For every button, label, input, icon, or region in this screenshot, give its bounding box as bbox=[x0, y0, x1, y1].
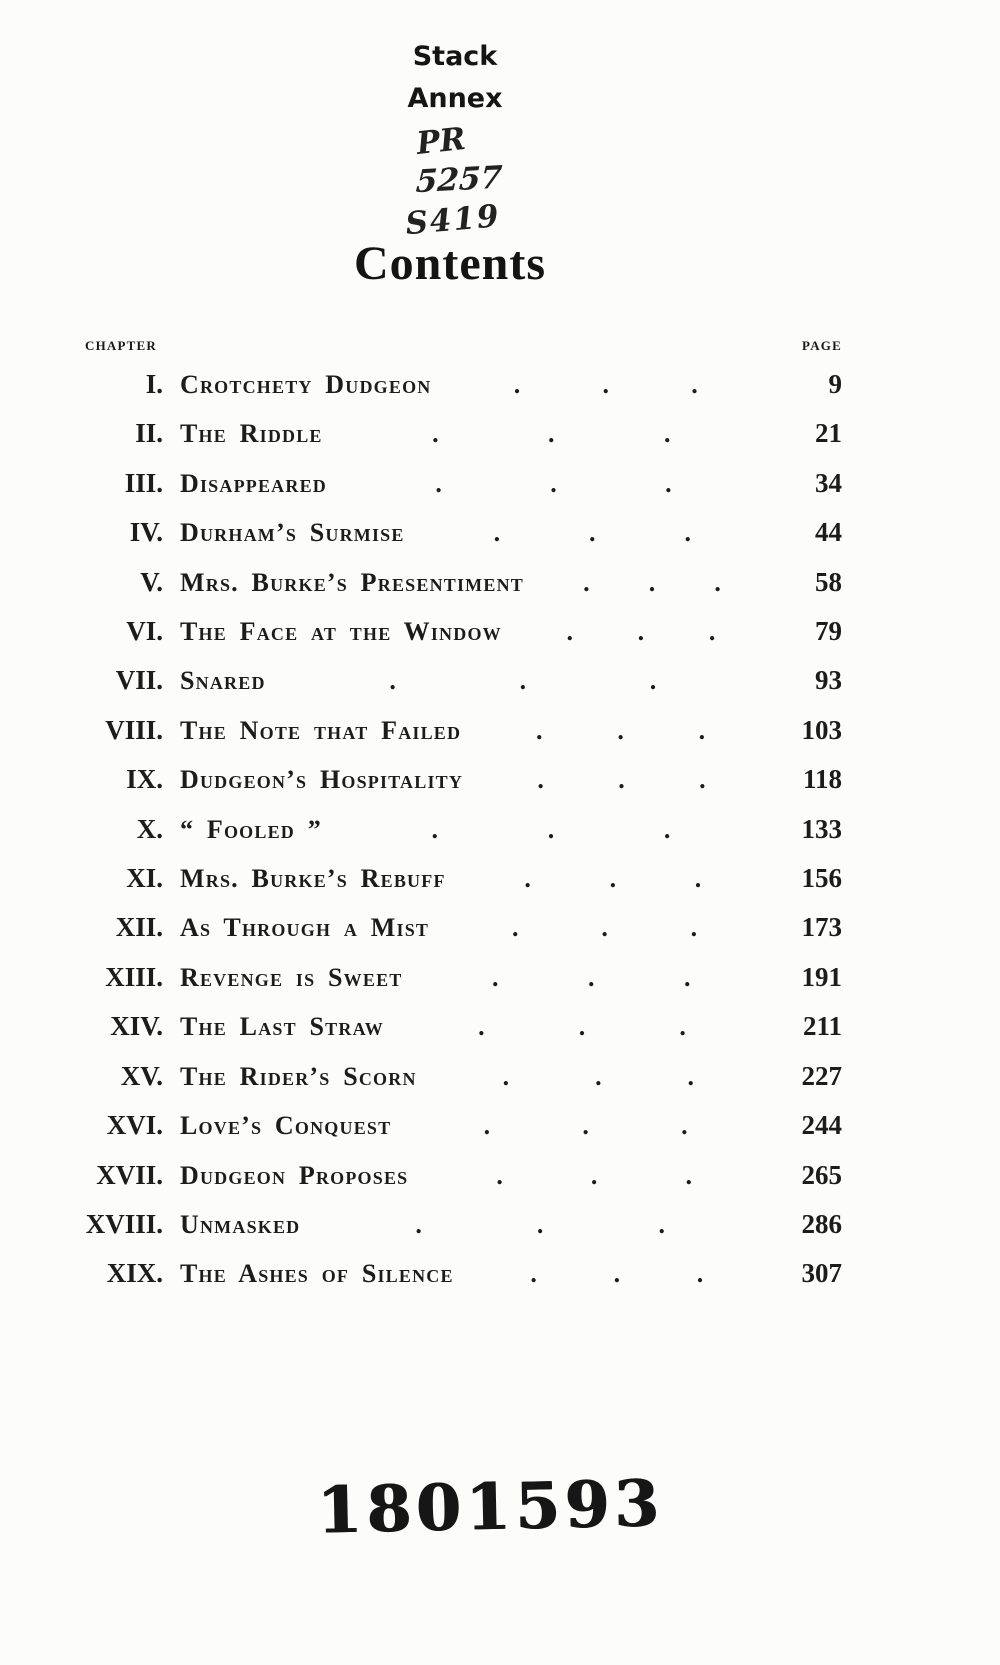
toc-header bbox=[85, 338, 842, 354]
call-number-line: S419 bbox=[404, 198, 502, 243]
leader-dot: . bbox=[548, 419, 555, 449]
page-number: 34 bbox=[815, 467, 842, 498]
chapter-title: Unmasked bbox=[180, 1209, 301, 1239]
library-stamp bbox=[340, 36, 570, 243]
toc-row bbox=[85, 706, 842, 755]
leader-dot: . bbox=[432, 419, 439, 449]
chapter-numeral: II. bbox=[135, 418, 163, 449]
leader-dot: . bbox=[609, 864, 617, 894]
leader-dot: . bbox=[435, 468, 442, 498]
chapter-title: Dudgeon’s Hospitality bbox=[180, 765, 464, 795]
leader-dot: . bbox=[513, 370, 521, 399]
chapter-title: Crotchety Dudgeon bbox=[180, 370, 432, 399]
leader-dot: . bbox=[685, 1160, 692, 1190]
leader-dot: . bbox=[696, 1259, 704, 1289]
leader-dots bbox=[408, 1151, 780, 1200]
leader-dot: . bbox=[602, 370, 609, 399]
page-number: 93 bbox=[815, 665, 842, 696]
page-number: 21 bbox=[815, 418, 842, 449]
page-number: 156 bbox=[801, 863, 842, 894]
leader-dots bbox=[322, 805, 780, 854]
chapter-numeral: IX. bbox=[126, 764, 163, 795]
toc-row bbox=[85, 854, 842, 903]
leader-dot: . bbox=[493, 518, 501, 548]
page-number: 9 bbox=[828, 369, 842, 399]
page-number: 265 bbox=[801, 1159, 842, 1190]
call-number-line: PR bbox=[414, 120, 468, 162]
toc-row bbox=[85, 558, 842, 607]
chapter-title: The Last Straw bbox=[180, 1012, 384, 1042]
leader-dots bbox=[502, 607, 780, 656]
leader-dot: . bbox=[483, 1111, 491, 1141]
chapter-numeral: XVII. bbox=[96, 1159, 163, 1190]
leader-dot: . bbox=[595, 1061, 602, 1091]
chapter-title: The Ashes of Silence bbox=[180, 1259, 454, 1289]
leader-dots bbox=[327, 459, 780, 508]
leader-dots bbox=[461, 706, 780, 755]
leader-dot: . bbox=[684, 962, 691, 992]
toc-row bbox=[85, 360, 842, 409]
leader-dot: . bbox=[478, 1012, 485, 1042]
chapter-title: The Note that Failed bbox=[180, 715, 462, 745]
toc-rows bbox=[85, 360, 842, 1299]
leader-dot: . bbox=[547, 814, 555, 844]
chapter-title: Disappeared bbox=[180, 468, 327, 498]
page-number: 173 bbox=[801, 912, 842, 943]
toc-row bbox=[85, 805, 842, 854]
chapter-numeral: XI. bbox=[126, 863, 163, 894]
page-number: 211 bbox=[802, 1011, 842, 1042]
leader-dots bbox=[454, 1249, 780, 1298]
leader-dot: . bbox=[588, 962, 595, 992]
page-number: 244 bbox=[801, 1110, 842, 1141]
leader-dot: . bbox=[589, 518, 596, 548]
leader-dot: . bbox=[590, 1160, 598, 1190]
leader-dots bbox=[463, 755, 780, 804]
chapter-title: Dudgeon Proposes bbox=[180, 1160, 409, 1190]
toc-row bbox=[85, 607, 842, 656]
chapter-numeral: VIII. bbox=[105, 714, 163, 745]
chapter-numeral: XVI. bbox=[106, 1110, 163, 1141]
chapter-numeral: VII. bbox=[115, 665, 163, 696]
toc-row bbox=[85, 508, 842, 557]
leader-dots bbox=[524, 558, 780, 607]
leader-dots bbox=[429, 903, 780, 952]
leader-dot: . bbox=[578, 1012, 586, 1042]
toc-row bbox=[85, 755, 842, 804]
page-number: 133 bbox=[801, 813, 842, 844]
page-number: 227 bbox=[801, 1060, 842, 1091]
chapter-numeral: XII. bbox=[115, 912, 163, 943]
accession-stamp: 1801593 bbox=[315, 1466, 665, 1549]
chapter-numeral: XIV. bbox=[110, 1011, 163, 1042]
leader-dots bbox=[323, 409, 780, 458]
leader-dot: . bbox=[698, 715, 706, 745]
leader-dot: . bbox=[583, 567, 590, 597]
leader-dot: . bbox=[389, 666, 396, 696]
chapter-numeral: X. bbox=[136, 813, 163, 844]
leader-dot: . bbox=[582, 1111, 589, 1141]
leader-dot: . bbox=[613, 1259, 621, 1289]
toc-row bbox=[85, 459, 842, 508]
leader-dot: . bbox=[637, 617, 645, 647]
chapter-numeral: XV. bbox=[120, 1060, 163, 1091]
leader-dot: . bbox=[714, 567, 721, 597]
leader-dots bbox=[446, 854, 780, 903]
toc-row bbox=[85, 656, 842, 705]
leader-dot: . bbox=[537, 765, 544, 795]
chapter-title: Durham’s Surmise bbox=[180, 518, 405, 548]
leader-dot: . bbox=[649, 666, 657, 696]
leader-dot: . bbox=[431, 814, 439, 844]
page-number: 58 bbox=[815, 566, 842, 597]
leader-dot: . bbox=[664, 419, 671, 449]
leader-dot: . bbox=[524, 864, 531, 894]
chapter-numeral: XIX. bbox=[106, 1258, 163, 1289]
leader-dots bbox=[405, 508, 780, 557]
toc-row bbox=[85, 1052, 842, 1101]
toc-row bbox=[85, 1002, 842, 1051]
page-number: 79 bbox=[815, 616, 842, 647]
page-title: Contents bbox=[353, 237, 546, 290]
chapter-title: The Face at the Window bbox=[180, 617, 502, 647]
leader-dots bbox=[431, 360, 780, 409]
toc-row bbox=[85, 409, 842, 458]
page-number: 191 bbox=[801, 961, 842, 992]
leader-dot: . bbox=[694, 864, 702, 894]
chapter-title: The Rider’s Scorn bbox=[180, 1061, 417, 1091]
toc-row bbox=[85, 1249, 842, 1298]
leader-dots bbox=[266, 656, 780, 705]
table-of-contents bbox=[85, 338, 842, 1299]
page-number: 118 bbox=[802, 764, 842, 795]
leader-dot: . bbox=[663, 814, 671, 844]
call-number-line: 5257 bbox=[414, 159, 504, 201]
page-number: 286 bbox=[801, 1208, 842, 1239]
leader-dots bbox=[391, 1101, 780, 1150]
page-number: 44 bbox=[815, 517, 842, 548]
leader-dot: . bbox=[684, 518, 692, 548]
chapter-title: “ Fooled ” bbox=[180, 814, 322, 844]
chapter-column-header: CHAPTER bbox=[85, 338, 157, 353]
stamp-line-annex: Annex bbox=[407, 83, 503, 114]
leader-dot: . bbox=[708, 617, 716, 647]
chapter-numeral: IV. bbox=[129, 517, 163, 548]
toc-row bbox=[85, 1101, 842, 1150]
leader-dot: . bbox=[699, 765, 706, 795]
leader-dots bbox=[417, 1052, 780, 1101]
chapter-title: Revenge is Sweet bbox=[180, 962, 403, 992]
leader-dot: . bbox=[648, 567, 656, 597]
leader-dot: . bbox=[690, 913, 698, 943]
leader-dot: . bbox=[658, 1209, 665, 1239]
toc-row bbox=[85, 1151, 842, 1200]
leader-dots bbox=[403, 953, 781, 1002]
leader-dot: . bbox=[502, 1061, 510, 1091]
chapter-numeral: XIII. bbox=[105, 961, 163, 992]
chapter-title: Mrs. Burke’s Presentiment bbox=[180, 567, 524, 597]
chapter-title: Mrs. Burke’s Rebuff bbox=[180, 864, 446, 894]
page-number: 103 bbox=[801, 714, 842, 745]
leader-dot: . bbox=[691, 370, 698, 399]
leader-dot: . bbox=[415, 1209, 422, 1239]
leader-dot: . bbox=[519, 666, 527, 696]
leader-dot: . bbox=[601, 913, 608, 943]
chapter-numeral: XVIII. bbox=[85, 1208, 163, 1239]
leader-dot: . bbox=[679, 1012, 686, 1042]
chapter-numeral: I. bbox=[145, 369, 163, 399]
leader-dot: . bbox=[665, 468, 672, 498]
toc-row bbox=[85, 903, 842, 952]
page-column-header: PAGE bbox=[802, 338, 842, 353]
leader-dots bbox=[300, 1200, 780, 1249]
chapter-title: Love’s Conquest bbox=[180, 1111, 392, 1141]
leader-dot: . bbox=[536, 1209, 544, 1239]
leader-dot: . bbox=[550, 468, 557, 498]
leader-dot: . bbox=[618, 765, 625, 795]
page-number: 307 bbox=[801, 1258, 842, 1289]
leader-dot: . bbox=[536, 715, 543, 745]
chapter-title: The Riddle bbox=[180, 419, 323, 449]
leader-dot: . bbox=[530, 1259, 537, 1289]
toc-row bbox=[85, 953, 842, 1002]
stamp-line-stack: Stack bbox=[412, 41, 498, 72]
leader-dot: . bbox=[687, 1061, 695, 1091]
leader-dot: . bbox=[511, 913, 519, 943]
leader-dots bbox=[384, 1002, 780, 1051]
leader-dot: . bbox=[492, 962, 499, 992]
chapter-numeral: V. bbox=[140, 566, 163, 597]
leader-dot: . bbox=[566, 617, 574, 647]
leader-dot: . bbox=[617, 715, 624, 745]
toc-row bbox=[85, 1200, 842, 1249]
leader-dot: . bbox=[681, 1111, 688, 1141]
chapter-numeral: VI. bbox=[126, 616, 163, 647]
leader-dot: . bbox=[496, 1160, 503, 1190]
chapter-title: Snared bbox=[180, 666, 266, 696]
chapter-numeral: III. bbox=[124, 467, 163, 498]
chapter-title: As Through a Mist bbox=[180, 913, 430, 943]
